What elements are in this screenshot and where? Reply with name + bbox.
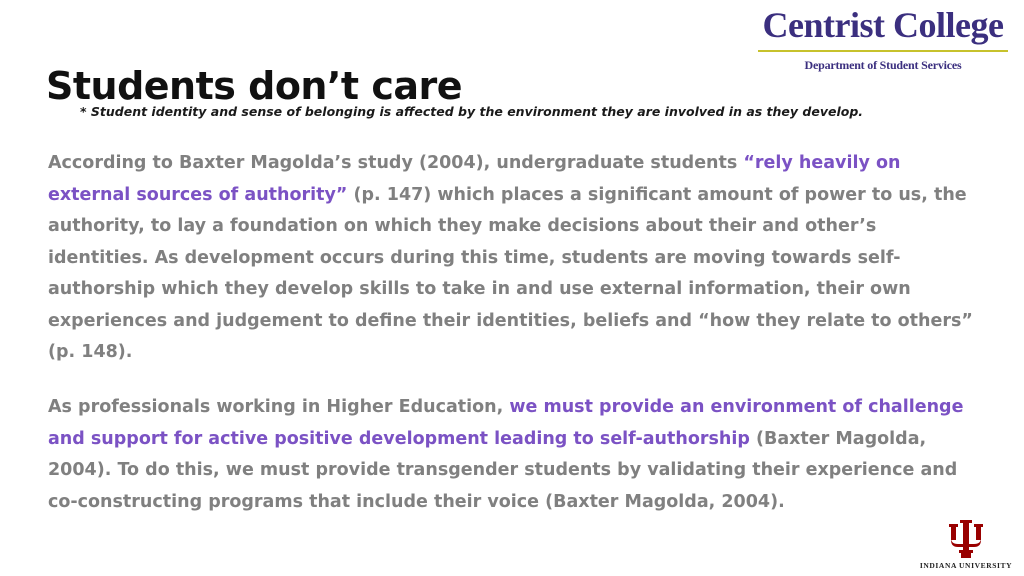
department-name: Department of Student Services	[804, 58, 962, 72]
logo-divider	[758, 50, 1008, 52]
paragraph-1-text-b: (p. 147) which places a significant amount of power to us, the authority, to lay a foundation on which they make decisions about their and other’s identities. As development occurs during this time, students are moving towards self-authorship which they develop skills to take in and use external information, their own experiences and judgement to define their identities, beliefs and “how they relate to others” (p. 148).	[48, 184, 973, 362]
slide-subtitle: * Student identity and sense of belonging is affected by the environment they are involved in as they develop.	[80, 104, 864, 119]
paragraph-1-highlight: “rely heavily on external sources of authority”	[48, 153, 901, 205]
paragraph-2-text-b: (Baxter Magolda, 2004). To do this, we must provide transgender students by validating their experience and co-constructing programs that include their voice (Baxter Magolda, 2004).	[48, 428, 958, 512]
college-logo	[758, 4, 1008, 73]
slide-title: Students don’t care	[46, 64, 462, 108]
trident-icon	[949, 520, 983, 558]
paragraph-professionals	[48, 392, 978, 518]
paragraph-2-text-a: As professionals working in Higher Education,	[48, 397, 510, 417]
paragraph-1-text-a: According to Baxter Magolda’s study (2004), undergraduate students	[48, 153, 744, 173]
indiana-university-logo	[916, 520, 1016, 570]
paragraph-2-highlight: we must provide an environment of challenge and support for active positive development leading to self-authorship	[48, 397, 964, 449]
indiana-university-label: INDIANA UNIVERSITY	[919, 561, 1013, 570]
paragraph-baxter-study	[48, 148, 978, 369]
college-name: Centrist College	[762, 5, 1004, 45]
